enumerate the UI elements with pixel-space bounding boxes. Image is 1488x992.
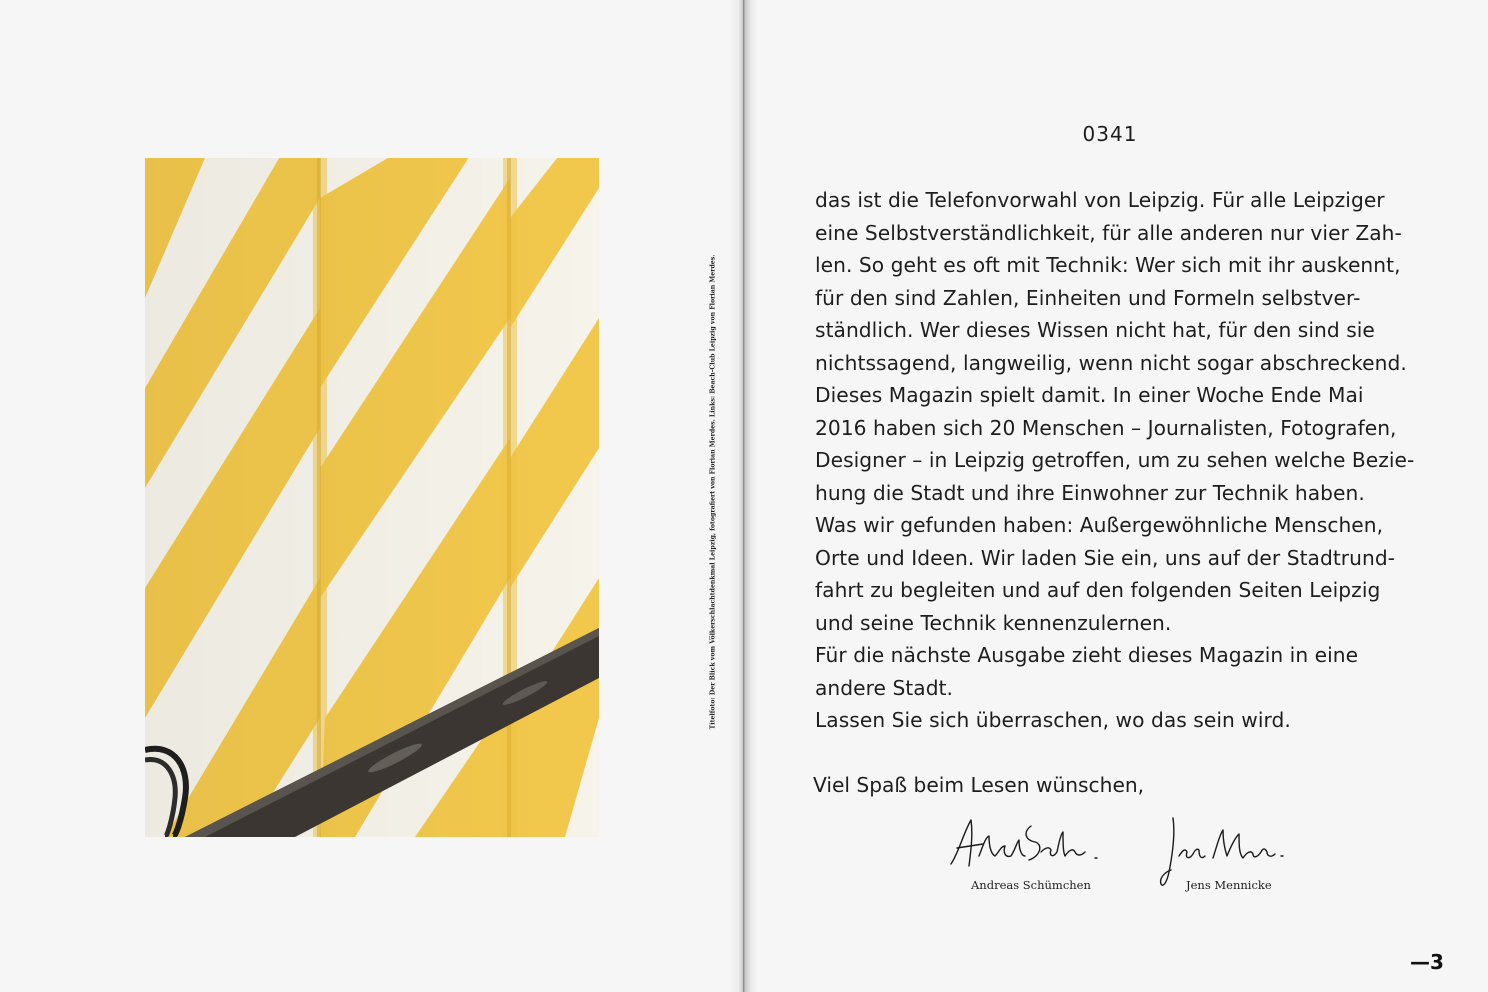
text-line: 2016 haben sich 20 Menschen – Journalisten, Fotografen, xyxy=(815,415,1397,440)
signer-name: Andreas Schümchen xyxy=(971,878,1091,892)
text-line: Dieses Magazin spielt damit. In einer Woche Ende Mai xyxy=(815,383,1364,407)
signer-name: Jens Mennicke xyxy=(1186,878,1272,892)
editorial-text xyxy=(815,184,1455,737)
text-line: andere Stadt. xyxy=(815,675,953,700)
photo-credit: Titelfoto: Der Blick vom Völkerschlachtdenkmal Leipzig, fotografiert von Florian Merdes. Links: Beach-Club Leipzig von Florian Merdes. xyxy=(709,254,717,730)
text-line: Designer – in Leipzig getroffen, um zu sehen welche Bezie- xyxy=(815,448,1415,472)
text-line: ständlich. Wer dieses Wissen nicht hat, für den sind sie xyxy=(815,318,1375,342)
left-page xyxy=(0,0,742,992)
text-line: Lassen Sie sich überraschen, wo das sein wird. xyxy=(815,708,1291,732)
closing-line: Viel Spaß beim Lesen wünschen, xyxy=(813,773,1145,797)
text-line: und seine Technik kennenzulernen. xyxy=(815,610,1172,635)
text-line: fahrt zu begleiten und auf den folgenden Seiten Leipzig xyxy=(815,578,1381,602)
text-line: für den sind Zahlen, Einheiten und Formeln selbstver- xyxy=(815,285,1361,310)
signature-andreas-schuemchen xyxy=(945,812,1115,874)
text-line: Was wir gefunden haben: Außergewöhnliche Menschen, xyxy=(815,513,1384,537)
text-line: Für die nächste Ausgabe zieht dieses Magazin in eine xyxy=(815,643,1359,667)
striped-wall-photo xyxy=(145,158,599,837)
page-heading: 0341 xyxy=(1082,122,1138,146)
text-line: hung die Stadt und ihre Einwohner zur Technik haben. xyxy=(815,480,1365,505)
page-number: —3 xyxy=(1410,950,1444,974)
text-line: len. So geht es oft mit Technik: Wer sich mit ihr auskennt, xyxy=(815,253,1401,277)
text-line: Orte und Ideen. Wir laden Sie ein, uns auf der Stadtrund- xyxy=(815,545,1396,570)
book-gutter xyxy=(728,0,758,992)
text-line: das ist die Telefonvorwahl von Leipzig. Für alle Leipziger xyxy=(815,188,1385,212)
text-line: eine Selbstverständlichkeit, für alle anderen nur vier Zah- xyxy=(815,220,1402,245)
text-line: nichtssagend, langweilig, wenn nicht sogar abschreckend. xyxy=(815,350,1407,375)
